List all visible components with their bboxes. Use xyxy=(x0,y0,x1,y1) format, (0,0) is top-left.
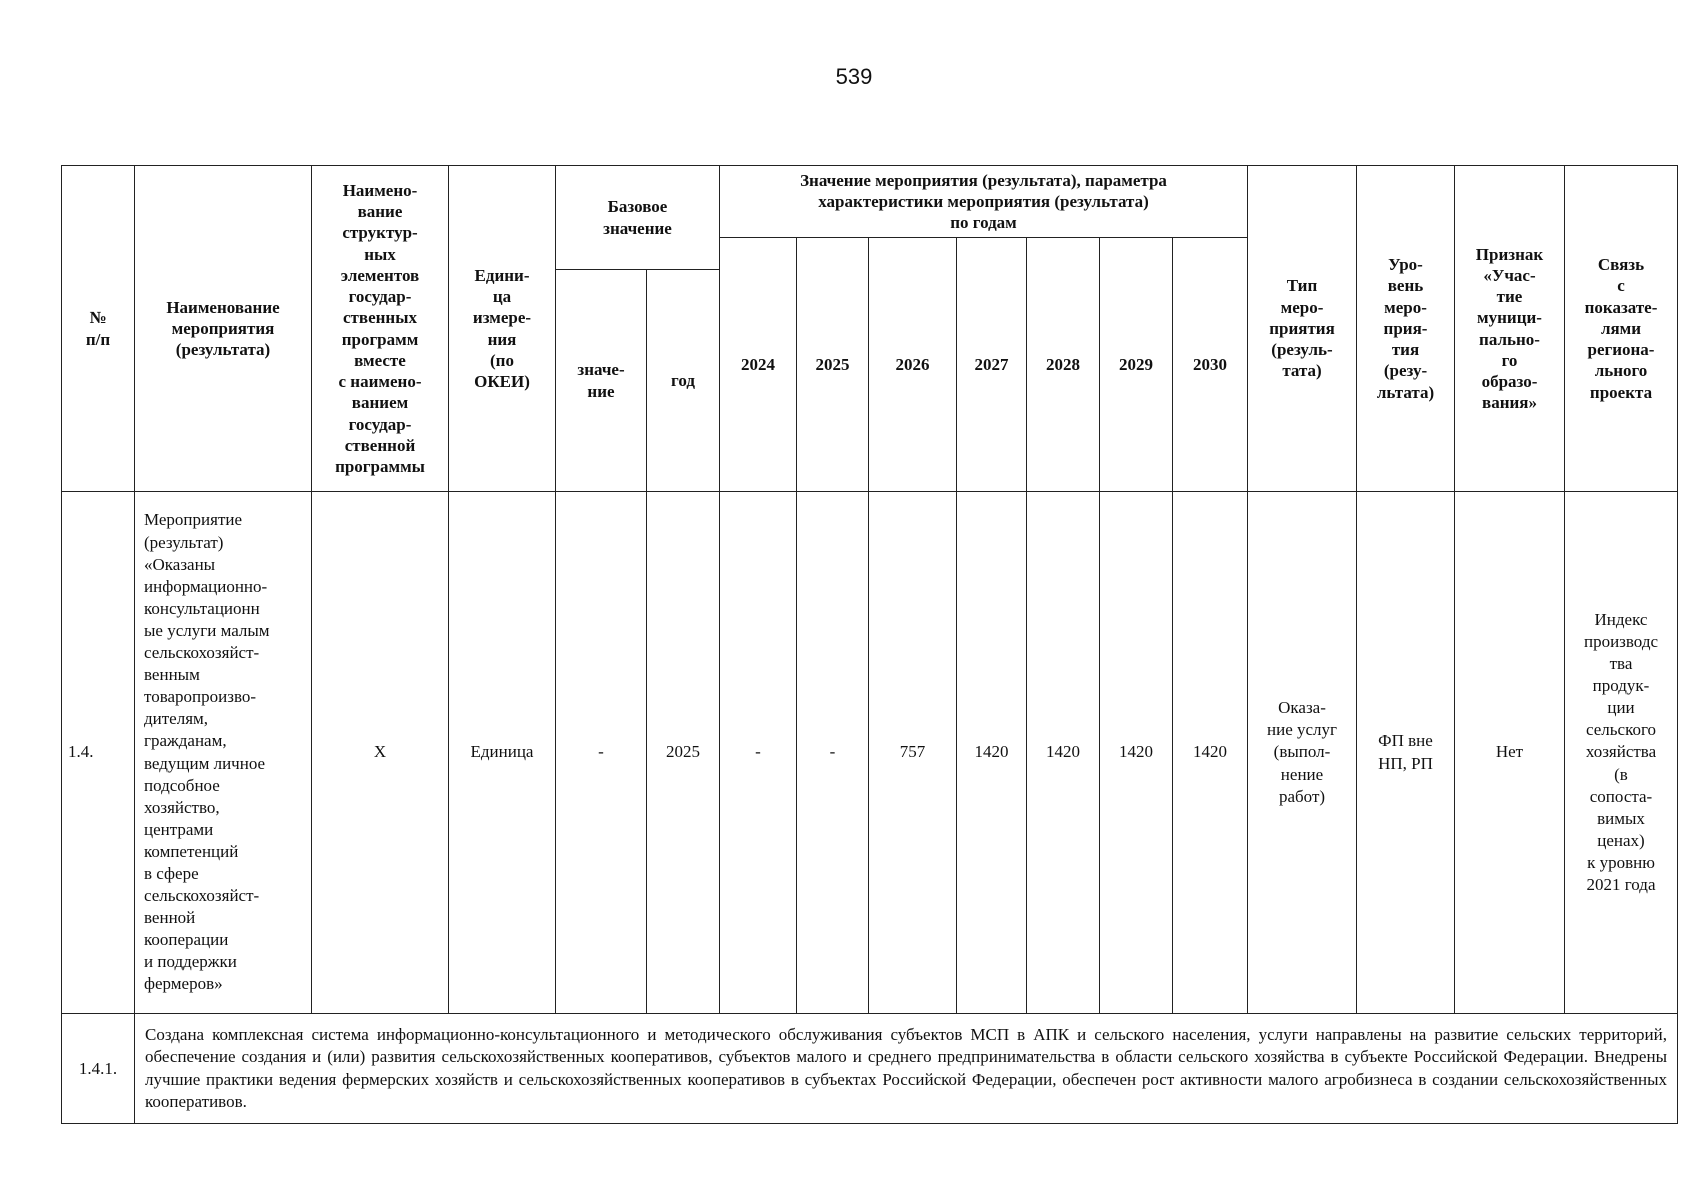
row-name: Мероприятие (результат) «Оказаны информационно- консультационн ые услуги малым сельскохозяйст- венным товаропроизво- дителям, гражданам, ведущим личное подсобное хозяйство, центрами компетенций в сфере сельскохозяйст- венной кооперации и поддержки фермеров» xyxy=(135,492,312,1014)
header-structural: Наимено- вание структур- ных элементов государ- ственных программ вместе с наимено- ванием государ- ственной программы xyxy=(312,166,449,492)
row-base-year: 2025 xyxy=(647,492,720,1014)
desc-row-text: Создана комплексная система информационно-консультационного и методического обслуживания субъектов МСП в АПК и сельского населения, услуги направлены на развитие сельских территорий, обеспечение создания и (или) развития сельскохозяйственных кооперативов, субъектов малого и среднего предпринимательства в области сельского хозяйства в субъекте Российской Федерации. Внедрены лучшие практики ведения фермерских хозяйств и сельскохозяйственных кооперативов в субъектах Российской Федерации, обеспечен рост активности малого агробизнеса в создании сельскохозяйственных кооперативов. xyxy=(135,1014,1678,1124)
header-year: 2027 xyxy=(957,238,1027,492)
row-num: 1.4. xyxy=(62,492,135,1014)
header-level: Уро- вень меро- прия- тия (резу- льтата) xyxy=(1357,166,1455,492)
header-municipal: Признак «Учас- тие муници- пально- го образо- вания» xyxy=(1455,166,1565,492)
header-num: № п/п xyxy=(62,166,135,492)
header-year: 2026 xyxy=(869,238,957,492)
page-number: 539 xyxy=(835,64,873,89)
header-unit: Едини- ца измере- ния (по ОКЕИ) xyxy=(449,166,556,492)
results-table xyxy=(61,165,1678,1124)
header-name: Наименование мероприятия (результата) xyxy=(135,166,312,492)
row-value: - xyxy=(797,492,869,1014)
row-value: 1420 xyxy=(1100,492,1173,1014)
row-municipal: Нет xyxy=(1455,492,1565,1014)
row-type: Оказа- ние услуг (выпол- нение работ) xyxy=(1248,492,1357,1014)
row-value: 1420 xyxy=(957,492,1027,1014)
header-values-group: Значение мероприятия (результата), параметра характеристики мероприятия (результата) по годам xyxy=(720,166,1248,238)
table-row xyxy=(62,492,1678,1014)
desc-row-num: 1.4.1. xyxy=(62,1014,135,1124)
header-year: 2030 xyxy=(1173,238,1248,492)
row-base-value: - xyxy=(556,492,647,1014)
table-row xyxy=(62,1014,1678,1124)
header-year: 2029 xyxy=(1100,238,1173,492)
header-type: Тип меро- приятия (резуль- тата) xyxy=(1248,166,1357,492)
row-link: Индекс производс тва продук- ции сельского хозяйства (в сопоста- вимых ценах) к уровню 2021 года xyxy=(1565,492,1678,1014)
header-base-value: значе- ние xyxy=(556,270,647,492)
header-year: 2025 xyxy=(797,238,869,492)
row-value: 757 xyxy=(869,492,957,1014)
header-year: 2024 xyxy=(720,238,797,492)
row-structural: X xyxy=(312,492,449,1014)
row-value: 1420 xyxy=(1027,492,1100,1014)
header-year: 2028 xyxy=(1027,238,1100,492)
header-link: Связь с показате- лями региона- льного проекта xyxy=(1565,166,1678,492)
header-base-year: год xyxy=(647,270,720,492)
row-value: 1420 xyxy=(1173,492,1248,1014)
row-level: ФП вне НП, РП xyxy=(1357,492,1455,1014)
header-base: Базовое значение xyxy=(556,166,720,270)
row-unit: Единица xyxy=(449,492,556,1014)
row-value: - xyxy=(720,492,797,1014)
